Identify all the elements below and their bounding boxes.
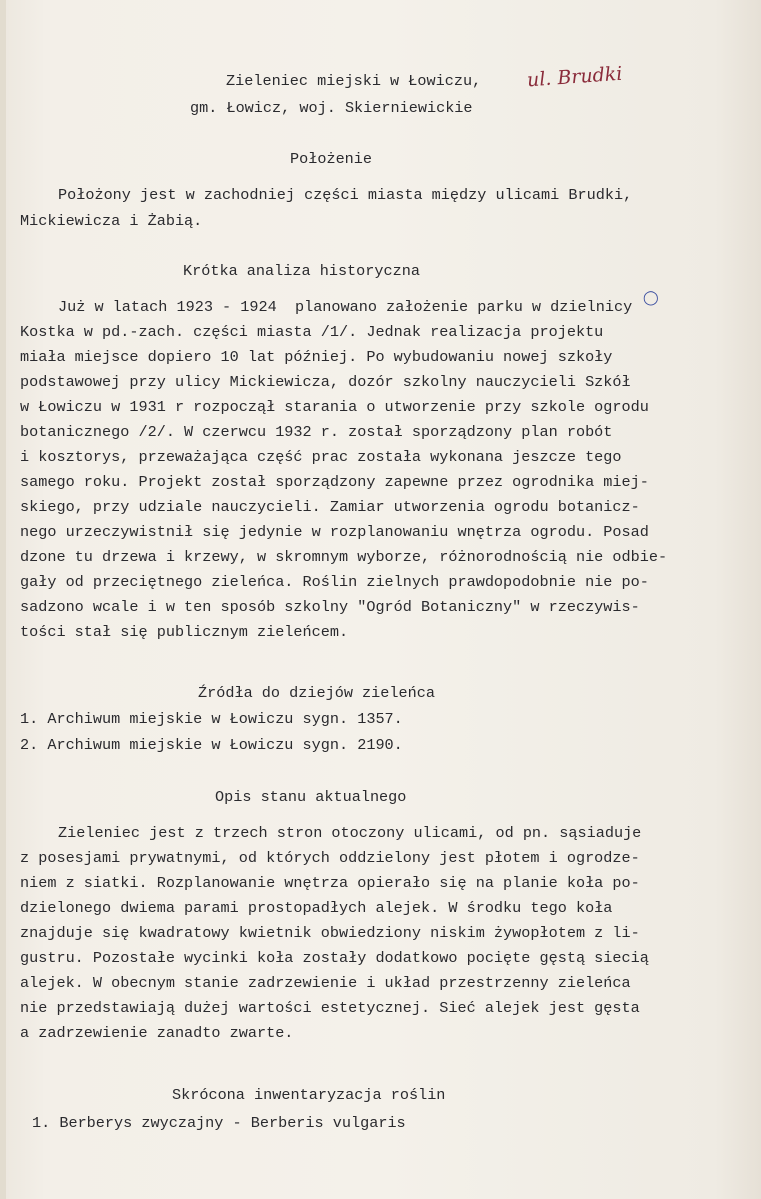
zrodla-item: 1. Archiwum miejskie w Łowiczu sygn. 1357. <box>20 710 403 728</box>
circle-correction-mark: ◯ <box>643 290 659 306</box>
heading-zrodla: Źródła do dziejów zieleńca <box>198 684 435 702</box>
historia-line: botanicznego /2/. W czerwcu 1932 r. został sporządzony plan robót <box>20 423 613 441</box>
opis-line: a zadrzewienie zanadto zwarte. <box>20 1024 294 1042</box>
historia-line: miała miejsce dopiero 10 lat później. Po wybudowaniu nowej szkoły <box>20 348 613 366</box>
historia-line: dzone tu drzewa i krzewy, w skromnym wyborze, różnorodnością nie odbie- <box>20 548 668 566</box>
historia-line: sadzono wcale i w ten sposób szkolny "Ogród Botaniczny" w rzeczywis- <box>20 598 640 616</box>
opis-line: z posesjami prywatnymi, od których oddzielony jest płotem i ogrodze- <box>20 849 640 867</box>
historia-line: w Łowiczu w 1931 r rozpoczął starania o utworzenie przy szkole ogrodu <box>20 398 649 416</box>
historia-line: Kostka w pd.-zach. części miasta /1/. Jednak realizacja projektu <box>20 323 604 341</box>
polozenie-line: Położony jest w zachodniej części miasta między ulicami Brudki, <box>58 186 633 204</box>
handwritten-annotation: ul. Brudki <box>526 62 624 92</box>
historia-line: gały od przeciętnego zieleńca. Roślin zielnych prawdopodobnie nie po- <box>20 573 649 591</box>
page-edge <box>0 0 6 1199</box>
opis-line: Zieleniec jest z trzech stron otoczony ulicami, od pn. sąsiaduje <box>58 824 642 842</box>
historia-line: samego roku. Projekt został sporządzony zapewne przez ogrodnika miej- <box>20 473 649 491</box>
heading-historia: Krótka analiza historyczna <box>183 262 420 280</box>
heading-inwentaryzacja: Skrócona inwentaryzacja roślin <box>172 1086 446 1104</box>
opis-line: dzielonego dwiema parami prostopadłych alejek. W środku tego koła <box>20 899 613 917</box>
inwentaryzacja-item: 1. Berberys zwyczajny - Berberis vulgaris <box>32 1114 406 1132</box>
historia-line: skiego, przy udziale nauczycieli. Zamiar utworzenia ogrodu botanicz- <box>20 498 640 516</box>
historia-line: Już w latach 1923 - 1924 planowano założenie parku w dzielnicy <box>58 298 633 316</box>
historia-line: nego urzeczywistnił się jedynie w rozplanowaniu wnętrza ogrodu. Posad <box>20 523 649 541</box>
historia-line: podstawowej przy ulicy Mickiewicza, dozór szkolny nauczycieli Szkół <box>20 373 631 391</box>
zrodla-item: 2. Archiwum miejskie w Łowiczu sygn. 2190. <box>20 736 403 754</box>
opis-line: gustru. Pozostałe wycinki koła zostały dodatkowo pocięte gęstą siecią <box>20 949 649 967</box>
heading-opis: Opis stanu aktualnego <box>215 788 407 806</box>
heading-polozenie: Położenie <box>290 150 373 168</box>
historia-line: tości stał się publicznym zieleńcem. <box>20 623 349 641</box>
opis-line: alejek. W obecnym stanie zadrzewienie i układ przestrzenny zieleńca <box>20 974 631 992</box>
polozenie-line: Mickiewicza i Żabią. <box>20 212 203 230</box>
opis-line: niem z siatki. Rozplanowanie wnętrza opierało się na planie koła po- <box>20 874 640 892</box>
historia-line: i kosztorys, przeważająca część prac została wykonana jeszcze tego <box>20 448 622 466</box>
opis-line: znajduje się kwadratowy kwietnik obwiedziony niskim żywopłotem z li- <box>20 924 640 942</box>
opis-line: nie przedstawiają dużej wartości estetycznej. Sieć alejek jest gęsta <box>20 999 640 1017</box>
doc-subtitle: gm. Łowicz, woj. Skierniewickie <box>190 99 473 117</box>
doc-title: Zieleniec miejski w Łowiczu, <box>226 72 482 90</box>
